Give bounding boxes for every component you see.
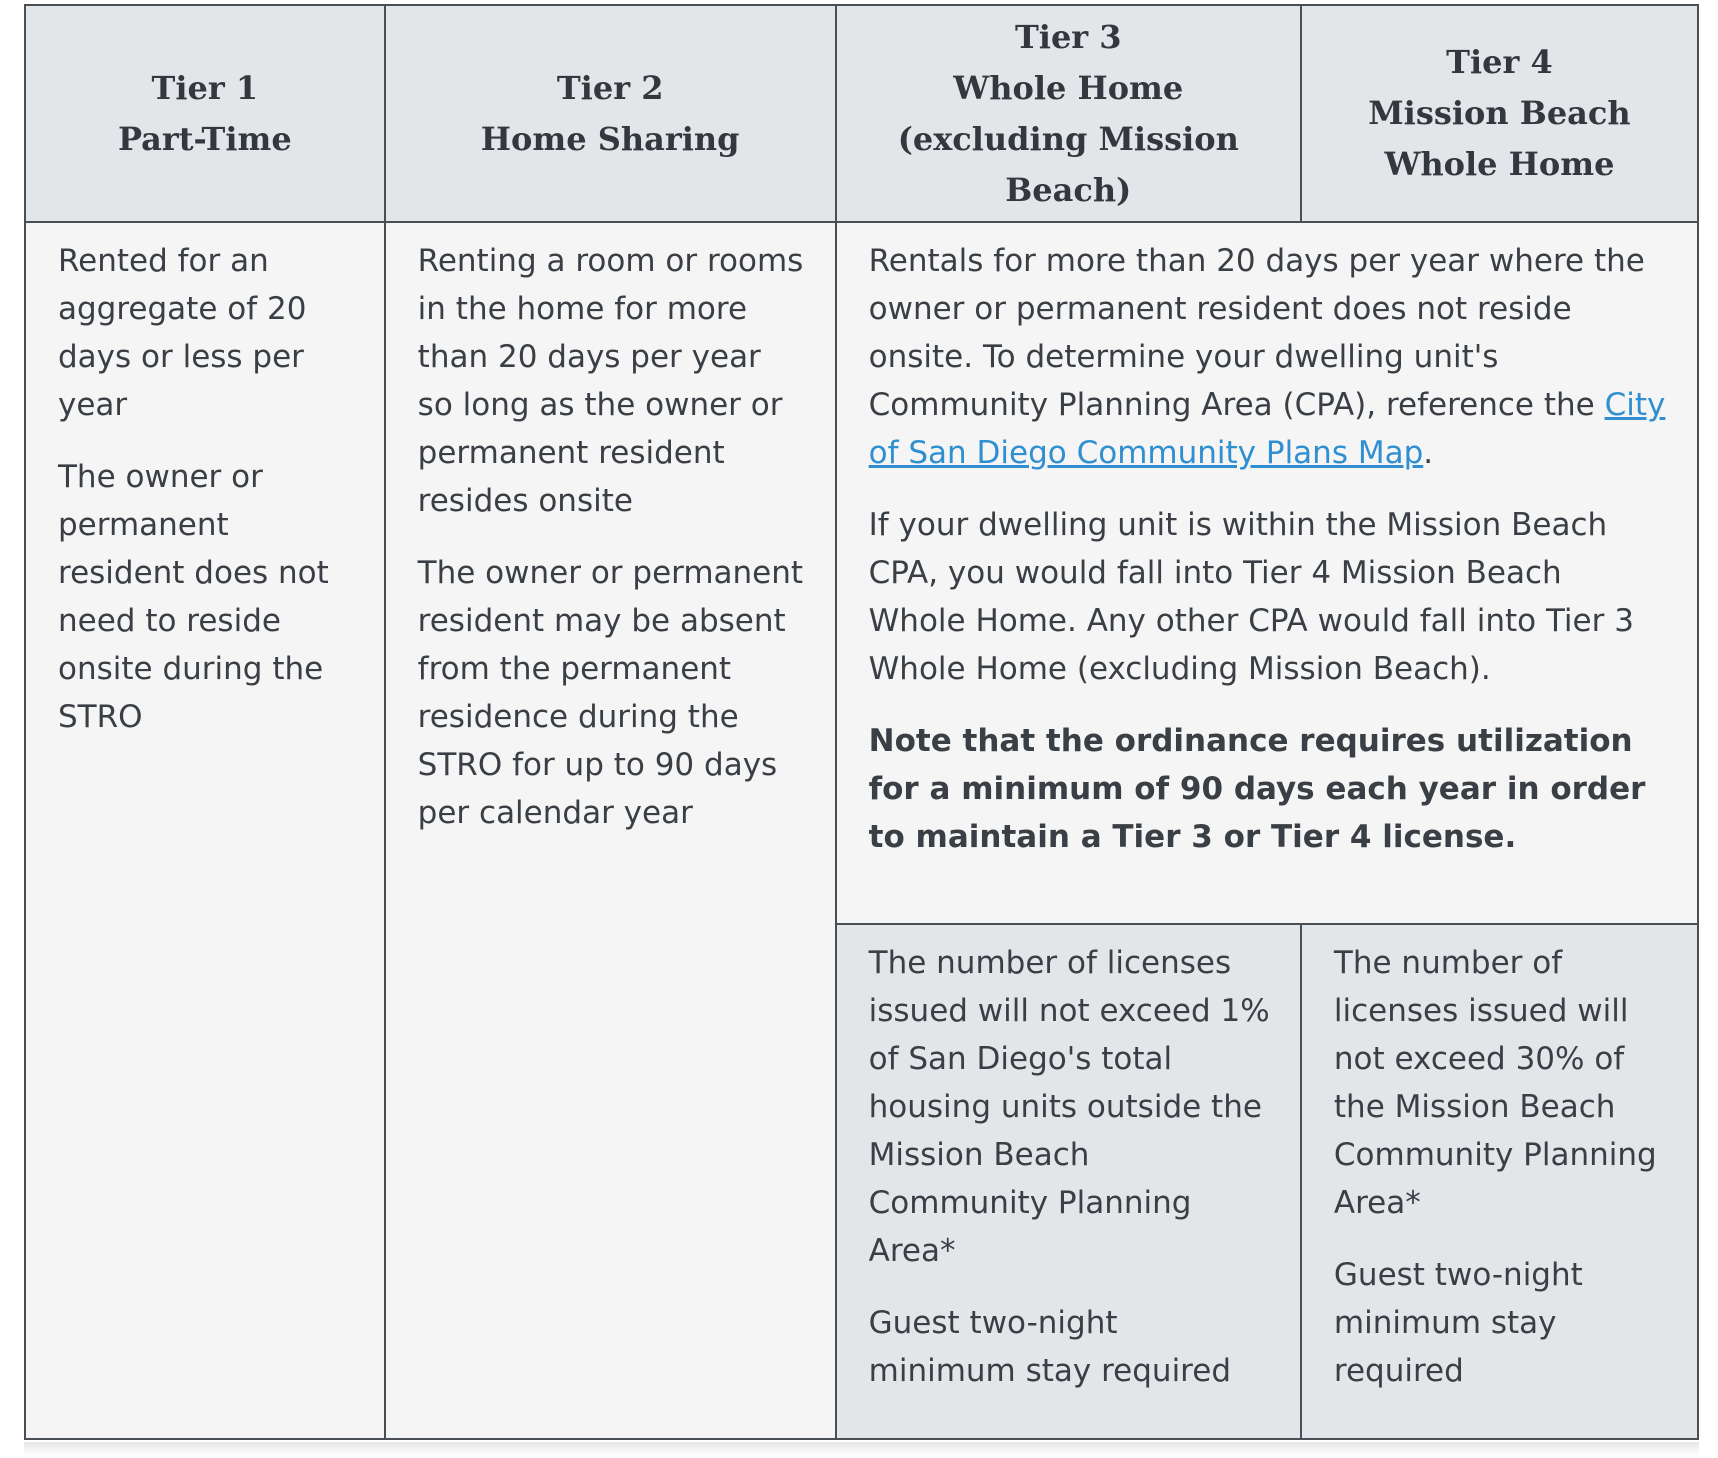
header-tier-3-name: Whole Home — [953, 68, 1184, 107]
tier-3-license-limit-cell — [836, 924, 1301, 1439]
whole-home-definition-text: Rentals for more than 20 days per year where the owner or permanent resident does not reside onsite. To determine your dwelling unit's Community Planning Area (CPA), reference the — [868, 243, 1645, 423]
tier-2-rental-period: Renting a room or rooms in the home for more than 20 days per year so long as the owner or permanent resident resides onsite — [417, 243, 804, 519]
header-tier-1 — [25, 5, 385, 222]
header-tier-3-qualifier: (excluding Mission — [897, 119, 1239, 158]
tier-4-license-limit-cell — [1301, 924, 1698, 1439]
tier-2-absence-rule: The owner or permanent resident may be absent from the permanent residence during the STRO for up to 90 days per calendar year — [417, 555, 804, 831]
header-tier-2 — [385, 5, 836, 222]
header-tier-4-number: Tier 4 — [1446, 43, 1553, 81]
table-row — [25, 222, 1698, 924]
header-tier-3-qualifier-end: Beach) — [1005, 170, 1132, 209]
whole-home-cpa-guidance: If your dwelling unit is within the Mission Beach CPA, you would fall into Tier 4 Mission Beach Whole Home. Any other CPA would fall into Tier 3 Whole Home (excluding Mission Beach). — [868, 507, 1634, 687]
tier-2-description-cell — [385, 222, 836, 1439]
header-tier-2-name: Home Sharing — [480, 119, 740, 158]
table-header-row — [25, 5, 1698, 222]
header-tier-4-name: Mission Beach — [1368, 94, 1631, 132]
whole-home-definition-period: . — [1423, 435, 1434, 471]
whole-home-description-cell — [836, 222, 1698, 924]
header-tier-1-number: Tier 1 — [151, 68, 259, 107]
whole-home-definition — [869, 237, 1667, 477]
tier-comparison-table — [24, 4, 1699, 1440]
tier-4-license-cap: The number of licenses issued will not exceed 30% of the Mission Beach Community Planning Area* — [1333, 945, 1657, 1221]
community-plans-map-link[interactable]: City of San Diego Community Plans Map — [868, 387, 1666, 471]
utilization-note: Note that the ordinance requires utilization for a minimum of 90 days each year in order to maintain a Tier 3 or Tier 4 license. — [868, 723, 1646, 855]
tier-1-rental-period: Rented for an aggregate of 20 days or less per year — [58, 243, 307, 423]
header-tier-1-name: Part-Time — [117, 119, 292, 158]
table-bottom-shadow — [24, 1442, 1699, 1456]
tier-4-minimum-stay: Guest two-night minimum stay required — [1333, 1257, 1583, 1389]
header-tier-3-number: Tier 3 — [1014, 17, 1122, 56]
tier-1-residency-rule: The owner or permanent resident does not need to reside onsite during the STRO — [58, 459, 329, 735]
header-tier-2-number: Tier 2 — [556, 68, 664, 107]
tier-3-minimum-stay: Guest two-night minimum stay required — [868, 1305, 1231, 1389]
header-tier-3 — [836, 5, 1301, 222]
tier-3-license-cap: The number of licenses issued will not exceed 1% of San Diego's total housing units outside the Mission Beach Community Planning Area* — [868, 945, 1270, 1269]
header-tier-4-name-end: Whole Home — [1384, 145, 1615, 183]
header-tier-4 — [1301, 5, 1698, 222]
tier-1-description-cell — [25, 222, 385, 1439]
